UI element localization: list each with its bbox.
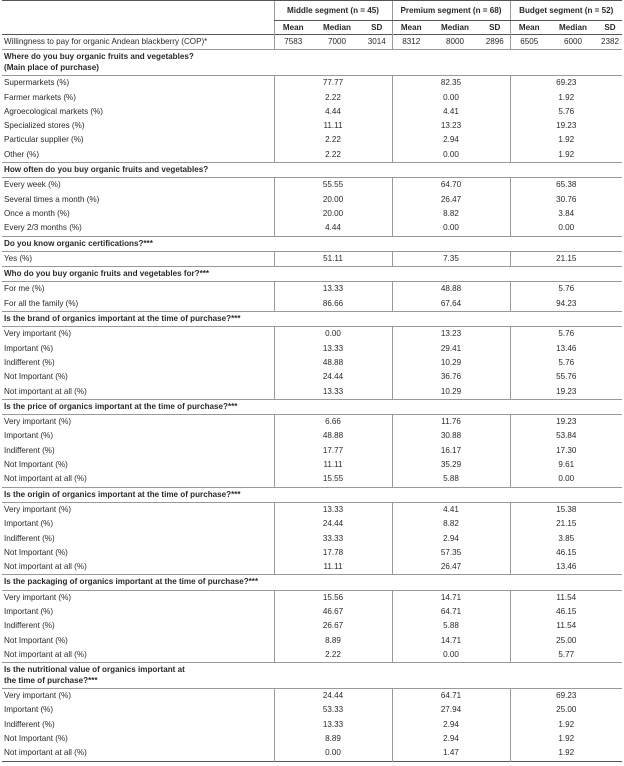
row-value: 69.23 [510, 689, 622, 704]
row-label: Several times a month (%) [4, 194, 100, 204]
row-value: 19.23 [510, 385, 622, 400]
row-value: 5.76 [510, 356, 622, 370]
row-value: 5.76 [510, 282, 622, 297]
row-value: 5.76 [510, 327, 622, 342]
row-value: 64.70 [392, 178, 510, 193]
table-row [2, 297, 622, 312]
wtp-value: 3014 [367, 37, 386, 46]
row-value: 20.00 [274, 207, 392, 221]
row-label: Important (%) [4, 705, 54, 715]
mean-header: Mean [274, 21, 312, 35]
median-header: Median [441, 23, 469, 32]
table-row [2, 605, 622, 619]
section-header-row [2, 399, 622, 414]
median-header: Median [559, 23, 587, 32]
wtp-row [2, 35, 622, 50]
row-value: 5.76 [510, 105, 622, 119]
row-value: 2.94 [392, 718, 510, 732]
table-row [2, 76, 622, 91]
table-row [2, 178, 622, 193]
row-value: 67.64 [392, 297, 510, 312]
row-value: 77.77 [274, 76, 392, 91]
row-value: 1.92 [510, 746, 622, 761]
row-value: 13.33 [274, 282, 392, 297]
row-value: 17.77 [274, 444, 392, 458]
middle-segment-header: Middle segment (n = 45) [274, 1, 392, 21]
row-value: 86.66 [274, 297, 392, 312]
segment-header-row [2, 1, 622, 21]
table-row [2, 458, 622, 472]
premium-segment-header: Premium segment (n = 68) [392, 1, 510, 21]
row-label: Important (%) [4, 431, 54, 441]
section-title-line: Is the price of organics important at the time of purchase?*** [4, 401, 238, 411]
table-row [2, 619, 622, 633]
row-value: 13.46 [510, 342, 622, 356]
section-header-row [2, 312, 622, 327]
row-value: 13.33 [274, 502, 392, 517]
table-row [2, 732, 622, 746]
row-value: 11.54 [510, 590, 622, 605]
row-label: For me (%) [4, 284, 45, 294]
row-value: 26.47 [392, 560, 510, 575]
row-value: 55.76 [510, 370, 622, 384]
row-value: 0.00 [392, 91, 510, 105]
section-title-line: (Main place of purchase) [4, 62, 99, 72]
row-value: 13.23 [392, 119, 510, 133]
table-row [2, 532, 622, 546]
row-value: 8.82 [392, 207, 510, 221]
section-title [2, 487, 622, 502]
row-value: 26.67 [274, 619, 392, 633]
table-row [2, 356, 622, 370]
section-title-line: Who do you buy organic fruits and vegetables for?*** [4, 269, 210, 279]
row-value: 8.89 [274, 634, 392, 648]
section-title-line: the time of purchase?*** [4, 675, 98, 685]
row-value: 11.11 [274, 560, 392, 575]
row-label: Farmer markets (%) [4, 92, 76, 102]
section-header-row [2, 267, 622, 282]
row-label: Important (%) [4, 606, 54, 616]
table-row [2, 444, 622, 458]
row-value: 46.15 [510, 546, 622, 560]
row-value: 19.23 [510, 415, 622, 430]
table-row [2, 327, 622, 342]
row-value: 16.17 [392, 444, 510, 458]
row-value: 51.11 [274, 251, 392, 266]
section-header-row [2, 163, 622, 178]
table-row [2, 207, 622, 221]
table-row [2, 370, 622, 384]
row-label: Yes (%) [4, 253, 33, 263]
row-label: Very important (%) [4, 691, 72, 701]
row-label: Not Important (%) [4, 635, 68, 645]
row-label: Indifferent (%) [4, 445, 55, 455]
table-row [2, 148, 622, 163]
wtp-value: 7000 [327, 37, 346, 46]
row-value: 1.92 [510, 133, 622, 147]
row-value: 30.88 [392, 429, 510, 443]
table-row [2, 648, 622, 663]
row-value: 29.41 [392, 342, 510, 356]
table-row [2, 590, 622, 605]
wtp-label: Willingness to pay for organic Andean blackberry (COP)* [4, 37, 208, 46]
row-label: Not important at all (%) [4, 562, 87, 572]
row-value: 13.23 [392, 327, 510, 342]
table-body [2, 1, 622, 762]
row-label: Very important (%) [4, 329, 72, 339]
row-value: 15.56 [274, 590, 392, 605]
row-value: 57.35 [392, 546, 510, 560]
header-blank [2, 21, 274, 35]
row-value: 8.82 [392, 517, 510, 531]
row-value: 64.71 [392, 605, 510, 619]
budget-segment-header: Budget segment (n = 52) [510, 1, 622, 21]
wtp-value: 2896 [485, 37, 504, 46]
section-title [2, 236, 622, 251]
table-row [2, 415, 622, 430]
row-label: Indifferent (%) [4, 357, 55, 367]
row-value: 1.92 [510, 732, 622, 746]
row-value: 11.76 [392, 415, 510, 430]
row-label: Not important at all (%) [4, 748, 87, 758]
row-value: 55.55 [274, 178, 392, 193]
table-row [2, 546, 622, 560]
row-value: 14.71 [392, 590, 510, 605]
section-title [2, 663, 622, 689]
row-value: 33.33 [274, 532, 392, 546]
table-row [2, 502, 622, 517]
row-value: 13.46 [510, 560, 622, 575]
row-label: Not Important (%) [4, 460, 68, 470]
row-value: 94.23 [510, 297, 622, 312]
row-value: 35.29 [392, 458, 510, 472]
row-label: Supermarkets (%) [4, 78, 70, 88]
table-row [2, 282, 622, 297]
row-value: 69.23 [510, 76, 622, 91]
row-label: Not Important (%) [4, 547, 68, 557]
table-row [2, 703, 622, 717]
row-value: 25.00 [510, 634, 622, 648]
row-value: 13.33 [274, 385, 392, 400]
sd-header: SD [371, 23, 383, 32]
row-label: For all the family (%) [4, 298, 79, 308]
row-value: 4.41 [392, 105, 510, 119]
section-header-row [2, 575, 622, 590]
row-value: 7.35 [392, 251, 510, 266]
row-label: Indifferent (%) [4, 533, 55, 543]
row-label: Not Important (%) [4, 372, 68, 382]
wtp-value: 6000 [563, 37, 582, 46]
row-value: 48.88 [274, 356, 392, 370]
table-row [2, 133, 622, 147]
row-value: 15.38 [510, 502, 622, 517]
row-value: 6.66 [274, 415, 392, 430]
wtp-value: 8000 [445, 37, 464, 46]
section-title-line: Do you know organic certifications?*** [4, 238, 153, 248]
wtp-value: 8312 [392, 35, 430, 50]
row-label: Other (%) [4, 149, 40, 159]
row-value: 1.92 [510, 148, 622, 163]
row-value: 5.88 [392, 619, 510, 633]
section-title-line: Is the packaging of organics important at the time of purchase?*** [4, 577, 259, 587]
row-value: 8.89 [274, 732, 392, 746]
row-value: 2.22 [274, 148, 392, 163]
mean-header: Mean [510, 21, 548, 35]
row-value: 4.41 [392, 502, 510, 517]
section-title-line: Is the origin of organics important at the time of purchase?*** [4, 489, 241, 499]
row-label: Not important at all (%) [4, 649, 87, 659]
row-value: 19.23 [510, 119, 622, 133]
wtp-value: 6505 [510, 35, 548, 50]
row-value: 21.15 [510, 251, 622, 266]
table-row [2, 342, 622, 356]
row-value: 2.94 [392, 732, 510, 746]
stat-header-row [2, 21, 622, 35]
section-title-line: Is the nutritional value of organics important at [4, 665, 185, 675]
table-row [2, 517, 622, 531]
table-row [2, 746, 622, 761]
row-value: 11.11 [274, 458, 392, 472]
row-value: 0.00 [510, 221, 622, 236]
row-value: 64.71 [392, 689, 510, 704]
row-value: 5.88 [392, 472, 510, 487]
row-value: 11.54 [510, 619, 622, 633]
row-value: 46.15 [510, 605, 622, 619]
row-value: 0.00 [392, 148, 510, 163]
row-label: Once a month (%) [4, 208, 70, 218]
section-title [2, 163, 622, 178]
section-title-line: Is the brand of organics important at the time of purchase?*** [4, 314, 241, 324]
row-value: 46.67 [274, 605, 392, 619]
row-label: Specialized stores (%) [4, 121, 85, 131]
section-title-line: How often do you buy organic fruits and vegetables? [4, 165, 209, 175]
row-value: 82.35 [392, 76, 510, 91]
row-value: 36.76 [392, 370, 510, 384]
section-title [2, 267, 622, 282]
row-value: 25.00 [510, 703, 622, 717]
median-header: Median [323, 23, 351, 32]
row-value: 1.92 [510, 91, 622, 105]
row-value: 13.33 [274, 718, 392, 732]
row-label: Very important (%) [4, 417, 72, 427]
row-value: 26.47 [392, 193, 510, 207]
table-row [2, 105, 622, 119]
row-value: 4.44 [274, 105, 392, 119]
row-value: 17.30 [510, 444, 622, 458]
section-title [2, 312, 622, 327]
row-value: 10.29 [392, 356, 510, 370]
row-value: 0.00 [274, 327, 392, 342]
row-value: 24.44 [274, 370, 392, 384]
table-row [2, 689, 622, 704]
sd-header: SD [604, 23, 616, 32]
row-value: 53.84 [510, 429, 622, 443]
table-row [2, 385, 622, 400]
section-header-row [2, 50, 622, 76]
row-value: 0.00 [510, 472, 622, 487]
row-value: 48.88 [274, 429, 392, 443]
row-label: Indifferent (%) [4, 719, 55, 729]
row-value: 27.94 [392, 703, 510, 717]
row-value: 20.00 [274, 193, 392, 207]
row-label: Not important at all (%) [4, 386, 87, 396]
row-value: 3.85 [510, 532, 622, 546]
table-row [2, 221, 622, 236]
row-label: Not Important (%) [4, 734, 68, 744]
section-title [2, 399, 622, 414]
row-value: 9.61 [510, 458, 622, 472]
row-value: 30.76 [510, 193, 622, 207]
row-value: 2.94 [392, 133, 510, 147]
row-value: 13.33 [274, 342, 392, 356]
section-header-row [2, 487, 622, 502]
wtp-value: 2382 [600, 37, 619, 46]
section-header-row [2, 663, 622, 689]
row-value: 5.77 [510, 648, 622, 663]
row-value: 2.22 [274, 133, 392, 147]
sd-header: SD [489, 23, 501, 32]
row-value: 53.33 [274, 703, 392, 717]
row-value: 10.29 [392, 385, 510, 400]
row-value: 2.22 [274, 91, 392, 105]
table-row [2, 251, 622, 266]
section-title-line: Where do you buy organic fruits and vegetables? [4, 52, 194, 62]
table-row [2, 119, 622, 133]
row-label: Very important (%) [4, 504, 72, 514]
row-label: Very important (%) [4, 592, 72, 602]
row-label: Indifferent (%) [4, 621, 55, 631]
table-row [2, 472, 622, 487]
row-label: Agroecological markets (%) [4, 106, 103, 116]
row-value: 24.44 [274, 689, 392, 704]
table-row [2, 91, 622, 105]
segment-comparison-table [2, 0, 622, 762]
table-row [2, 193, 622, 207]
row-label: Important (%) [4, 343, 54, 353]
header-blank [2, 1, 274, 21]
mean-header: Mean [392, 21, 430, 35]
row-value: 17.78 [274, 546, 392, 560]
row-value: 15.55 [274, 472, 392, 487]
row-value: 1.92 [510, 718, 622, 732]
row-value: 21.15 [510, 517, 622, 531]
row-value: 0.00 [392, 648, 510, 663]
row-value: 2.94 [392, 532, 510, 546]
row-value: 4.44 [274, 221, 392, 236]
wtp-value: 7583 [274, 35, 312, 50]
row-label: Important (%) [4, 519, 54, 529]
row-label: Particular supplier (%) [4, 135, 84, 145]
row-value: 65.38 [510, 178, 622, 193]
row-value: 3.84 [510, 207, 622, 221]
row-value: 14.71 [392, 634, 510, 648]
section-header-row [2, 236, 622, 251]
table-row [2, 634, 622, 648]
row-value: 1.47 [392, 746, 510, 761]
row-value: 48.88 [392, 282, 510, 297]
row-label: Not important at all (%) [4, 474, 87, 484]
table-row [2, 429, 622, 443]
section-title [2, 50, 622, 76]
row-value: 2.22 [274, 648, 392, 663]
row-label: Every week (%) [4, 180, 61, 190]
row-value: 11.11 [274, 119, 392, 133]
row-value: 0.00 [274, 746, 392, 761]
row-label: Every 2/3 months (%) [4, 223, 82, 233]
table-row [2, 718, 622, 732]
table-row [2, 560, 622, 575]
row-value: 24.44 [274, 517, 392, 531]
section-title [2, 575, 622, 590]
row-value: 0.00 [392, 221, 510, 236]
